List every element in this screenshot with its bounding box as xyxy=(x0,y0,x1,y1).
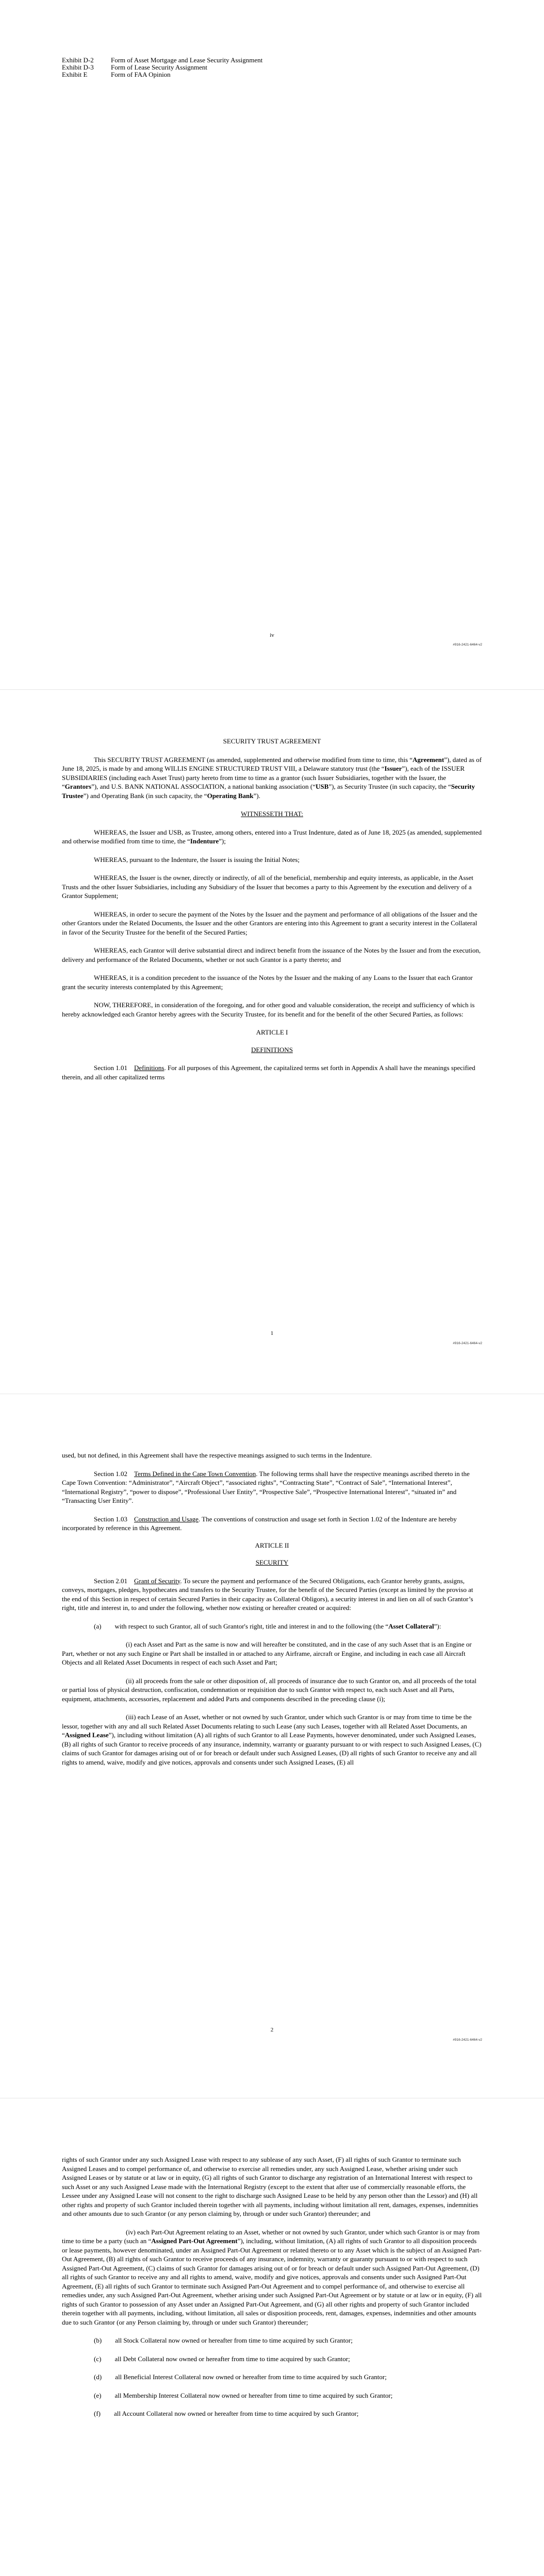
whereas-paragraph: WHEREAS, the Issuer and USB, as Trustee, among others, entered into a Trust Indenture, dated as of June 18, 2025 (as amended, supplemented and otherwise modified from time to time, the “Indenture”); xyxy=(62,828,482,845)
continued-text: used, but not defined, in this Agreement shall have the respective meanings assigned to such terms in the Indenture. xyxy=(62,1451,372,1459)
section-number: Section 1.03 xyxy=(94,1515,127,1523)
clause-item: (e) all Membership Interest Collateral now owned or hereafter from time to time acquired by such Grantor; xyxy=(94,2391,393,2399)
whereas-paragraph: WHEREAS, in order to secure the payment of the Notes by the Issuer and the payment and performance of all obligations of the Issuer and the other Grantors under the Related Documents, the Issuer and the other Grantors are entering into this Agreement to grant a security interest in the Collateral in favor of the Security Trustee for the benefit of the Secured Parties; xyxy=(62,910,477,936)
page-number: iv xyxy=(270,632,274,638)
clause-label: (b) xyxy=(94,2336,102,2344)
whereas-paragraph: WHEREAS, the Issuer is the owner, directly or indirectly, of all of the beneficial, membership and equity interests, as applicable, in the Asset Trusts and the other Issuer Subsidiaries, including any Subsidiary of the Issuer that becomes a party to this Agreement by the execution and delivery of a Grantor Supplement; xyxy=(62,874,473,900)
subclause-iv: (iv) each Part-Out Agreement relating to an Asset, whether or not owned by such Grantor, under which such Grantor is or may from time to time be a party (such an “Assigned Part-Out Agreement”), including, without limitation, (A) all rights of such Grantor to all disposition proceeds or lease payments, however denominated, under an Assigned Part-Out Agreement or related thereto or to any Asset which is the subject of an Assigned Part-Out Agreement, (B) all rights of such Grantor to receive proceeds of any insurance, indemnity, warranty or guaranty pursuant to or with respect to such Assigned Part-Out Agreement, (C) claims of such Grantor for damages arising out of or for breach or default under such Assigned Part-Out Agreement, (D) all rights of such Grantor to receive any and all rights to amend, waive, modify and give notices, approvals and consents under such Assigned Part-Out Agreement, (E) all rights of such Grantor to terminate such Assigned Part-Out Agreement and to compel performance of, and otherwise to exercise all remedies under, any such Assigned Part-Out Agreement, whether arising under such Assigned Part-Out Agreement or by statute or at law or in equity, (F) all rights of such Grantor to possession of any Asset under an Assigned Part-Out Agreement, and (G) all other rights and property of such Grantor included therein together with all payments, including, without limitation, all sales or disposition proceeds, rent, damages, expenses, indemnities and other amounts due to such Grantor (or any Person claiming by, through or under such Grantor) thereunder; xyxy=(62,2228,482,2326)
article-title: SECURITY xyxy=(255,1558,289,1566)
whereas-paragraph: WHEREAS, it is a condition precedent to the issuance of the Notes by the Issuer and the making of any Loans to the Issuer that each Grantor grant the security interests contemplated by this Agreement; xyxy=(62,974,473,991)
exhibit-title: Form of FAA Opinion xyxy=(111,71,171,78)
document-id: #916-2421-6464-v2 xyxy=(453,1342,482,1345)
clause-label: (f) xyxy=(94,2410,101,2417)
now-therefore-paragraph: NOW, THEREFORE, in consideration of the foregoing, and for other good and valuable consideration, the receipt and sufficiency of which is hereby acknowledged each Grantor hereby agrees with the Security Trustee, for its benefit and for the benefit of the other Secured Parties, as follows: xyxy=(62,1001,475,1018)
clause-label: (c) xyxy=(94,2354,102,2363)
section-title: Construction and Usage xyxy=(134,1515,199,1523)
whereas-paragraph: WHEREAS, each Grantor will derive substantial direct and indirect benefit from the issuance of the Notes by the Issuer and from the execution, delivery and performance of the Related Documents, whether or not such Grantor is a party thereto; and xyxy=(62,946,481,963)
section-title: Terms Defined in the Cape Town Convention xyxy=(134,1469,256,1478)
clause-item: (b) all Stock Collateral now owned or hereafter from time to time acquired by such Grantor; xyxy=(94,2336,353,2344)
page-2 xyxy=(0,1394,544,2098)
agreement-heading: SECURITY TRUST AGREEMENT xyxy=(223,737,321,745)
section-title: Grant of Security xyxy=(134,1577,180,1585)
clause-item: (d) all Beneficial Interest Collateral now owned or hereafter from time to time acquired by such Grantor; xyxy=(94,2373,387,2381)
intro-paragraph: This SECURITY TRUST AGREEMENT (as amended, supplemented and otherwise modified from time to time, this “Agreement”), dated as of June 18, 2025, is made by and among WILLIS ENGINE STRUCTURED TRUST VIII, a Delaware statutory trust (the “Issuer”), each of the ISSUER SUBSIDIARIES (including each Asset Trust) party hereto from time to time as a grantor (such Issuer Subsidiaries, together with the Issuer, the “Grantors”), and U.S. BANK NATIONAL ASSOCIATION, a national banking association (“USB”), as Security Trustee (in such capacity, the “Security Trustee”) and Operating Bank (in such capacity, the “Operating Bank”). xyxy=(62,755,482,800)
section-paragraph: Section 1.01 Definitions. For all purposes of this Agreement, the capitalized terms set forth in Appendix A shall have the meanings specified therein, and all other capitalized terms xyxy=(62,1064,475,1081)
section-paragraph: Section 2.01 Grant of Security. To secure the payment and performance of the Secured Obligations, each Grantor hereby grants, assigns, conveys, mortgages, pledges, hypothecates and transfers to the Security Trustee, for the benefit of the Secured Parties (except as limited by the proviso at the end of this Section in respect of certain Secured Parties in their capacity as Collateral Obligors), a security interest in and lien on all of such Grantor’s right, title and interest in, to and under the following, whether now existing or hereafter created or acquired: xyxy=(62,1577,473,1612)
exhibit-row xyxy=(62,64,482,71)
exhibit-list xyxy=(62,57,482,78)
exhibit-label: Exhibit E xyxy=(62,71,88,78)
exhibit-title: Form of Asset Mortgage and Lease Security Assignment xyxy=(111,56,263,64)
section-paragraph: Section 1.02 Terms Defined in the Cape Town Convention. The following terms shall have the respective meanings ascribed thereto in the Cape Town Convention: “Administrator”, “Aircraft Object”, “associated rights”, “Contracting State”, “Contract of Sale”, “International Interest”, “International Registry”, “power to dispose”, “Professional User Entity”, “Prospective Sale”, “Prospective International Interest”, “situated in” and “Transacting User Entity”. xyxy=(62,1469,470,1504)
witnesseth-heading: WITNESSETH THAT: xyxy=(241,810,303,818)
article-title: DEFINITIONS xyxy=(251,1045,293,1054)
page-number: 2 xyxy=(270,2027,274,2033)
section-number: Section 1.01 xyxy=(94,1064,127,1072)
subclause-ii: (ii) all proceeds from the sale or other disposition of, all proceeds of insurance due to such Grantor on, and all proceeds of the total or partial loss of physical destruction, confiscation, condemnation or requisition due to such Grantor with respect to, each such Asset and all Parts, equipment, attachments, accessories, replacement and added Parts and components described in the preceding clause (i); xyxy=(62,1676,477,1703)
page-content xyxy=(62,1451,482,1767)
page-content xyxy=(62,2155,482,2418)
exhibit-title: Form of Lease Security Assignment xyxy=(111,63,208,71)
exhibit-label: Exhibit D-2 xyxy=(62,56,94,64)
page-content xyxy=(62,737,482,1081)
document-id: #916-2421-6464-v2 xyxy=(453,643,482,647)
continued-text: rights of such Grantor under any such Assigned Lease with respect to any sublease of any such Asset, (F) all rights of such Grantor to terminate such Assigned Leases and to compel performance of, and otherwise to exercise all remedies under, any such Assigned Lease, whether arising under such Assigned Leases or by statute or at law or in equity, (G) all rights of such Grantor to discharge any registration of an International Interest with respect to such Asset or any such Assigned Lease made with the International Registry (except to the extent that after use of commercially reasonable efforts, the Lessee under any Assigned Lease will not consent to the right to discharge such Assigned Lease to be held by any person other than the Lessor) and (H) all other rights and property of such Grantor included therein together with all payments, including without limitation all rent, damages, expenses, indemnities and other amounts due to such Grantor (or any person claiming by, through or under such Grantor) thereunder; and xyxy=(62,2156,479,2217)
exhibit-row xyxy=(62,71,482,78)
clause-item: (c) all Debt Collateral now owned or hereafter from time to time acquired by such Grantor; xyxy=(94,2354,350,2363)
page-number: 1 xyxy=(270,1330,274,1336)
whereas-paragraph: WHEREAS, pursuant to the Indenture, the Issuer is issuing the Initial Notes; xyxy=(94,855,300,863)
section-title: Definitions xyxy=(134,1064,164,1072)
exhibit-row xyxy=(62,57,482,64)
section-number: Section 1.02 xyxy=(94,1469,127,1478)
subclause-i: (i) each Asset and Part as the same is now and will hereafter be constituted, and in the case of any such Asset that is an Engine or Part, whether or not any such Engine or Part shall be installed in or attached to any Airframe, aircraft or Engine, and including in each case all Aircraft Objects and all Related Asset Documents in respect of each such Asset and Part; xyxy=(62,1640,472,1666)
clause-label: (e) xyxy=(94,2391,102,2399)
subclause-iii: (iii) each Lease of an Asset, whether or not owned by such Grantor, under which such Grantor is or may from time to time be the lessor, together with any and all such Related Asset Documents relating to such Lease (any such Leases, together with all Related Asset Documents, an “Assigned Lease”), including without limitation (A) all rights of such Grantor to all Lease Payments, however denominated, under such Assigned Leases, (B) all rights of such Grantor to receive proceeds of any insurance, indemnity, warranty or guaranty pursuant to or with respect to such Assigned Leases, (C) claims of such Grantor for damages arising out of or for breach or default under such Assigned Leases, (D) all rights of such Grantor to receive any and all rights to amend, waive, modify and give notices, approvals and consents under such Assigned Leases, (E) all xyxy=(62,1713,482,1766)
article-number: ARTICLE I xyxy=(256,1028,288,1036)
clause-label: (d) xyxy=(94,2373,102,2381)
clause-item: (f) all Account Collateral now owned or hereafter from time to time acquired by such Grantor; xyxy=(94,2410,359,2417)
exhibit-label: Exhibit D-3 xyxy=(62,63,94,71)
clause-a: (a) with respect to such Grantor, all of such Grantor's right, title and interest in and to the following (the “Asset Collateral”): xyxy=(94,1622,441,1630)
article-number: ARTICLE II xyxy=(255,1541,289,1549)
section-paragraph: Section 1.03 Construction and Usage. The conventions of construction and usage set forth in Section 1.02 of the Indenture are hereby incorporated by reference in this Agreement. xyxy=(62,1515,457,1532)
clause-label: (a) xyxy=(94,1622,102,1630)
document-id: #916-2421-6464-v2 xyxy=(453,2038,482,2042)
page-iv xyxy=(0,0,544,689)
page-3 xyxy=(0,2098,544,2576)
page-1 xyxy=(0,690,544,1394)
section-number: Section 2.01 xyxy=(94,1577,127,1585)
